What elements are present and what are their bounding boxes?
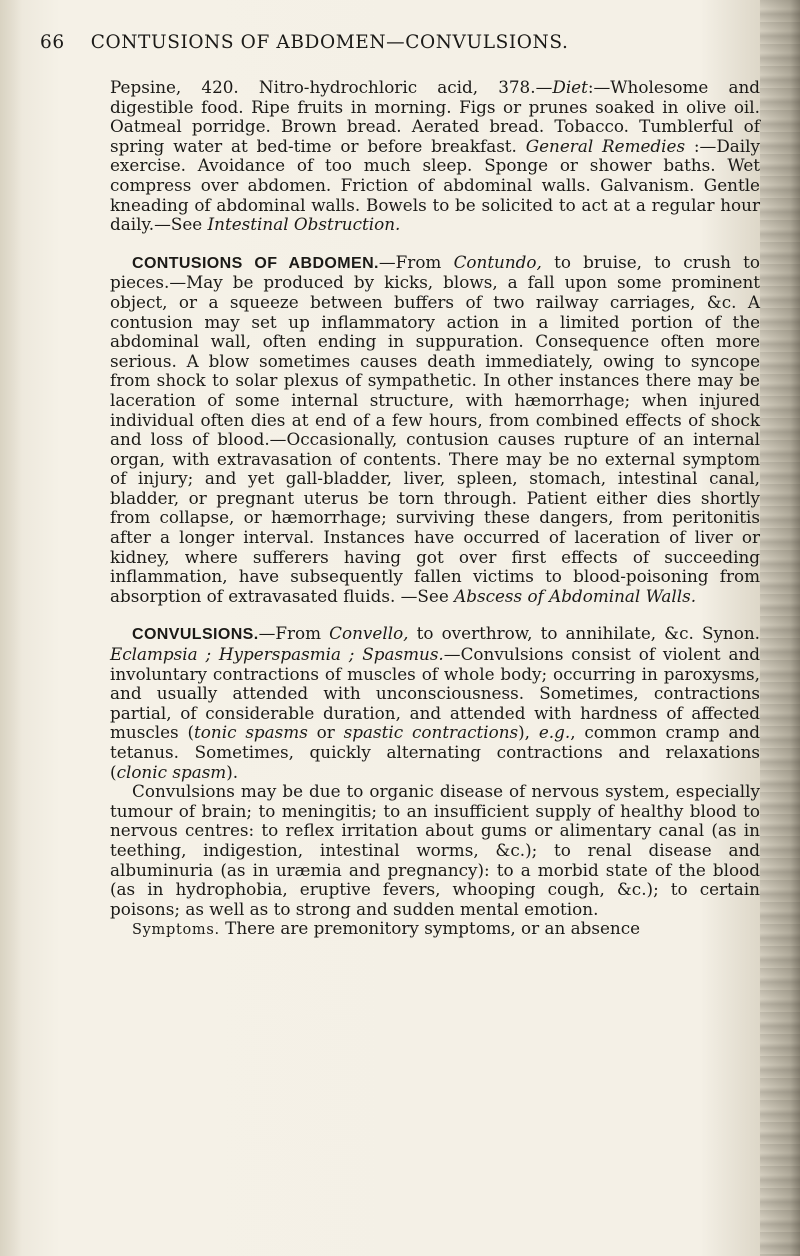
page-number: 66 xyxy=(40,32,65,53)
diet-label: Diet xyxy=(552,77,588,97)
synonyms: Eclampsia ; Hyperspasmia ; Spasmus. xyxy=(110,644,444,665)
cross-reference-abscess: Abscess of Abdominal Walls. xyxy=(454,585,697,606)
cross-reference-intestinal-obstruction: Intestinal Obstruction. xyxy=(207,214,401,235)
etymology-convello: Convello, xyxy=(329,623,409,644)
page-gutter-shadow xyxy=(0,0,22,1256)
symptoms-label: Symptoms. xyxy=(132,922,220,939)
page-edge-shadow xyxy=(760,0,800,1256)
entry-convulsions: CONVULSIONS.—From Convello, to overthrow, to annihilate, &c. Synon. Eclampsia ; Hyperspasmia ; Spasmus.—Convulsions consist of violent and involuntary contractions of muscles of whole body; occurring in paroxysms, and usually attended with unconsciousness. Sometimes, contractions partial, of considerable duration, and attended with hardness of affected muscles (tonic spasms or spastic contractions), e.g., common cramp and tetanus. Sometimes, quickly alternating contractions and relaxations (clonic spasm). xyxy=(110,623,760,782)
paragraph-causes: Convulsions may be due to organic disease of nervous system, especially tumour of brain; to meningitis; to an insufficient supply of healthy blood to nervous centres: to reflex irritation about gums or alimentary canal (as in teething, indigestion, intestinal worms, &c.); to renal disease and albuminuria (as in uræmia and pregnancy): to a morbid state of the blood (as in hydrophobia, eruptive fevers, whooping cough, &c.); to certain poisons; as well as to strong and sudden mental emotion. xyxy=(110,781,760,919)
headword-contusions: CONTUSIONS OF ABDOMEN. xyxy=(132,254,379,272)
paragraph-symptoms: Symptoms. There are premonitory symptoms, or an absence xyxy=(132,918,641,939)
paragraph-treatment: Pepsine, 420. Nitro-hydrochloric acid, 378.—Diet:—Wholesome and digestible food. Ripe fruits in morning. Figs or prunes soaked in olive oil. Oatmeal porridge. Brown bread. Aerated bread. Tobacco. Tumblerful of spring water at bed-time or before breakfast. General Remedies :—Daily exercise. Avoidance of too much sleep. Sponge or shower baths. Wet compress over abdomen. Friction of abdominal walls. Galvanism. Gentle kneading of abdominal walls. Bowels to be solicited to act at a regular hour daily.—See Intestinal Obstruction. xyxy=(110,77,761,235)
general-remedies-label: General Remedies xyxy=(525,135,686,156)
etymology-contundo: Contundo, xyxy=(453,251,542,272)
text-body xyxy=(110,78,760,941)
headword-convulsions: CONVULSIONS. xyxy=(132,626,259,644)
running-head-title: CONTUSIONS OF ABDOMEN—CONVULSIONS. xyxy=(90,32,569,53)
running-head xyxy=(40,32,680,53)
entry-contusions-of-abdomen: CONTUSIONS OF ABDOMEN.—From Contundo, to bruise, to crush to pieces.—May be produced by kicks, blows, a fall upon some prominent object, or a squeeze between buffers of two railway carriages, &c. A contusion may set up inflammatory action in a limited portion of the abdominal wall, often ending in suppuration. Consequence often more serious. A blow sometimes causes death immediately, owing to syncope from shock to solar plexus of sympathetic. In other instances there may be laceration of some internal structure, with hæmorrhage; when injured individual often dies at end of a few hours, from combined effects of shock and loss of blood.—Occasionally, contusion causes rupture of an internal organ, with extravasation of contents. There may be no external symptom of injury; and yet gall-bladder, liver, spleen, stomach, intestinal canal, bladder, or pregnant uterus be torn through. Patient either dies shortly from collapse, or hæmorrhage; surviving these dangers, from peritonitis after a longer interval. Instances have occurred of laceration of liver or kidney, where sufferers having got over first effects of succeeding inflammation, have subsequently fallen victims to blood-poisoning from absorption of extravasated fluids. —See Abscess of Abdominal Walls. xyxy=(110,251,760,606)
